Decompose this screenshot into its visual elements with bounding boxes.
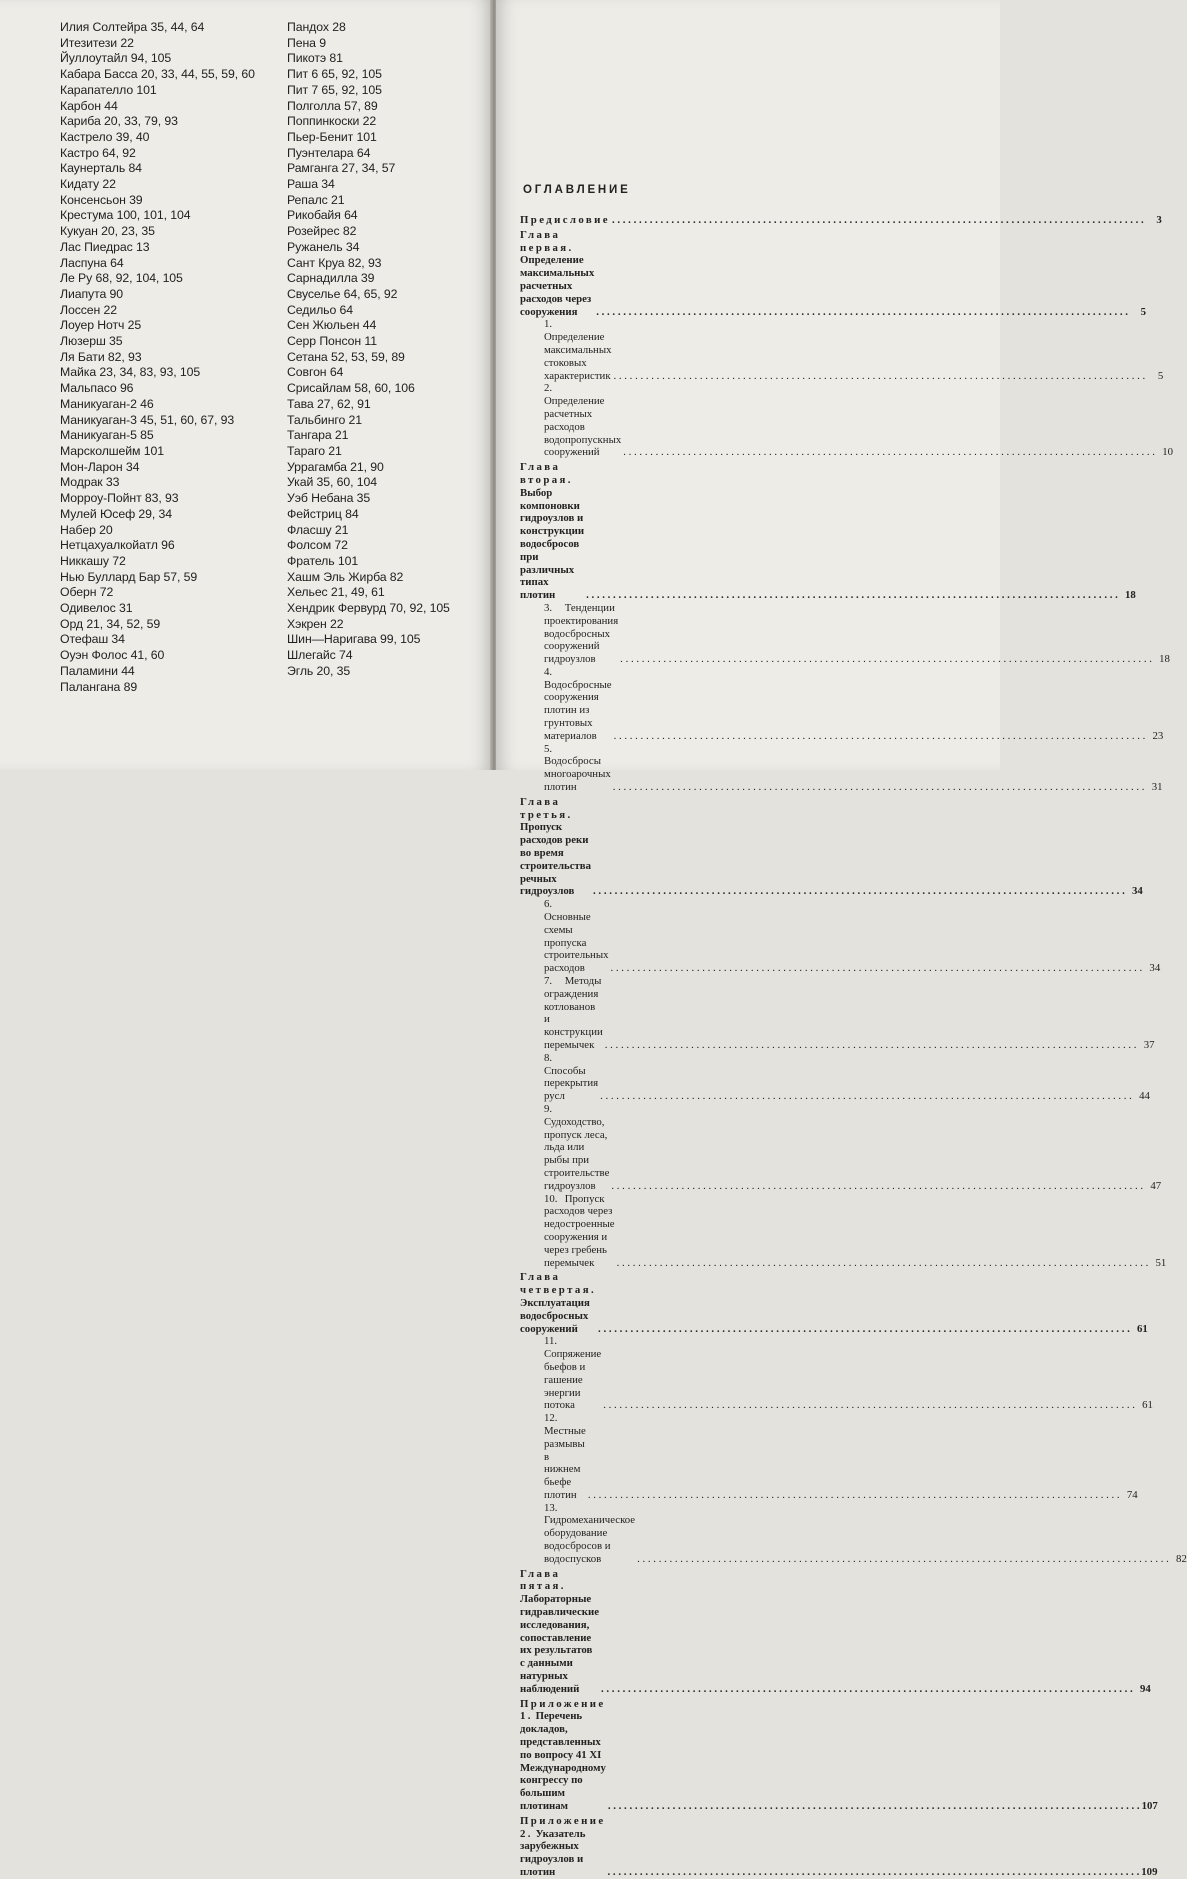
index-entry: Лоссен 22 xyxy=(60,302,118,317)
index-entry: Уррагамба 21, 90 xyxy=(287,459,384,474)
toc-section-number: 11. xyxy=(544,1335,558,1348)
right-page-contents xyxy=(496,0,1187,1878)
toc-leader-dots xyxy=(596,306,1128,319)
toc-section xyxy=(520,665,1164,743)
index-entry: Нетцахуалкойатл 96 xyxy=(60,538,175,553)
toc-section-number: 12. xyxy=(544,1412,558,1425)
toc-section xyxy=(520,1412,1138,1502)
toc-entry-title: Выбор компоновки гидроузлов и конструкции водосбросов при различных типах плотин xyxy=(520,486,585,602)
toc-section xyxy=(520,975,1155,1052)
toc-entry-title: Лабораторные гидравлические исследования, сопоставление их результатов с данными натурных наблюдений xyxy=(520,1593,599,1695)
index-entry: Ружанель 34 xyxy=(287,239,360,254)
index-entry: Ласпуна 64 xyxy=(60,255,124,270)
index-entry: Фласшу 21 xyxy=(287,522,349,537)
index-entry: Йуллоутайл 94, 105 xyxy=(60,51,172,66)
index-entry: Консенсьон 39 xyxy=(60,192,143,207)
toc-entry-title: Судоходство, пропуск леса, льда или рыбы при строительстве гидроузлов xyxy=(544,1115,610,1192)
toc-chapter-label: Предисловие xyxy=(520,214,610,226)
toc-section xyxy=(520,1102,1162,1193)
index-entry: Маникуаган-3 45, 51, 60, 67, 93 xyxy=(60,412,235,427)
index-entry: Маникуаган-2 46 xyxy=(60,396,154,411)
toc-entry-title: Пропуск расходов через недостроенные сооружения и через гребень перемычек xyxy=(544,1192,615,1269)
index-entry: Оуэн Фолос 41, 60 xyxy=(60,648,165,663)
toc-section-number: 7. xyxy=(544,975,553,988)
index-entry: Кариба 20, 33, 79, 93 xyxy=(60,114,178,129)
index-entry: Нью Буллард Бар 57, 59 xyxy=(60,569,198,584)
toc-entry-title: Пропуск расходов реки во время строительства речных гидроузлов xyxy=(520,821,592,898)
index-entry: Рикобайя 64 xyxy=(287,208,358,223)
index-entry: Пена 9 xyxy=(287,35,326,50)
index-entry: Мон-Ларон 34 xyxy=(60,459,140,474)
toc-entry-title: Гидромеханическое оборудование водосбросов и водоспусков xyxy=(544,1514,636,1565)
index-entry: Шин—Наригава 99, 105 xyxy=(287,632,421,647)
toc-page-number: 44 xyxy=(1139,1090,1150,1103)
toc-section-number: 6. xyxy=(544,898,553,911)
left-page-index xyxy=(0,0,492,770)
index-entry: Лас Пиедрас 13 xyxy=(60,239,150,254)
toc-leader-dots xyxy=(610,962,1142,975)
index-entry: Крестума 100, 101, 104 xyxy=(60,208,191,223)
index-entry: Ля Бати 82, 93 xyxy=(60,349,142,364)
toc-list xyxy=(520,214,1187,1879)
toc-section-number: 9. xyxy=(544,1102,553,1115)
index-entry: Никкашу 72 xyxy=(60,553,126,568)
toc-leader-dots xyxy=(617,1257,1149,1270)
toc-page-number: 109 xyxy=(1141,1866,1158,1878)
toc-page-number: 61 xyxy=(1142,1399,1153,1412)
index-entry: Марсколшейм 101 xyxy=(60,443,164,458)
index-entry: Палангана 89 xyxy=(60,679,138,694)
toc-section-number: 8. xyxy=(544,1051,553,1064)
toc-section-number: 3. xyxy=(544,601,553,614)
toc-section-number: 5. xyxy=(544,742,553,755)
index-entry: Лиапута 90 xyxy=(60,286,124,301)
toc-entry-title: Определение максимальных расчетных расходов через сооружения xyxy=(520,254,595,318)
index-entry: Каунерталь 84 xyxy=(60,161,142,176)
index-entry: Лоуер Нотч 25 xyxy=(60,318,142,333)
toc-leader-dots xyxy=(611,1180,1143,1193)
index-entry: Люзерш 35 xyxy=(60,334,123,349)
toc-page-number: 5 xyxy=(1157,369,1164,382)
toc-page-number: 47 xyxy=(1150,1179,1162,1192)
index-entry: Тава 27, 62, 91 xyxy=(287,396,371,411)
toc-leader-dots xyxy=(612,214,1144,227)
toc-chapter-label: Глава вторая. xyxy=(520,461,573,486)
index-entry: Пит 7 65, 92, 105 xyxy=(287,82,382,97)
toc-chapter xyxy=(520,228,1146,319)
toc-section xyxy=(520,898,1161,975)
toc-section xyxy=(520,1192,1167,1270)
toc-chapter-label: Глава четвертая. xyxy=(520,1271,597,1297)
index-entry: Сарнадилла 39 xyxy=(287,271,375,286)
index-entry: Кукуан 20, 23, 35 xyxy=(60,224,155,239)
toc-chapter-label: Приложение 1. xyxy=(520,1697,606,1723)
toc-entry-title: Водосбросные сооружения плотин из грунтовых материалов xyxy=(544,678,612,742)
index-entry: Рамганга 27, 34, 57 xyxy=(287,161,396,176)
toc-page-number: 23 xyxy=(1152,729,1164,742)
toc-chapter xyxy=(520,1697,1158,1813)
toc-section-number: 10. xyxy=(544,1192,558,1205)
index-entry: Пит 6 65, 92, 105 xyxy=(287,67,382,82)
toc-leader-dots xyxy=(601,1683,1133,1696)
toc-section-number: 2. xyxy=(544,382,553,395)
toc-entry-title: Местные размывы в нижнем бьефе плотин xyxy=(544,1424,586,1501)
index-entry: Пьер-Бенит 101 xyxy=(287,129,377,144)
index-entry: Маникуаган-5 85 xyxy=(60,428,154,443)
toc-page-number: 82 xyxy=(1176,1552,1187,1565)
index-entry: Укай 35, 60, 104 xyxy=(287,475,377,490)
toc-page-number: 18 xyxy=(1159,653,1170,666)
toc-chapter-label: Приложение 2. xyxy=(520,1814,606,1840)
index-entry: Срисайлам 58, 60, 106 xyxy=(287,381,415,396)
index-entry: Майка 23, 34, 83, 93, 105 xyxy=(60,365,201,380)
toc-leader-dots xyxy=(605,1039,1137,1052)
toc-chapter xyxy=(520,1567,1151,1696)
index-entry: Эгль 20, 35 xyxy=(287,663,351,678)
index-entry: Свуселье 64, 65, 92 xyxy=(287,286,398,301)
toc-page-number: 18 xyxy=(1125,589,1136,602)
toc-title: ОГЛАВЛЕНИЕ xyxy=(523,184,631,196)
toc-leader-dots xyxy=(614,730,1146,743)
toc-page-number: 37 xyxy=(1143,1039,1155,1051)
index-entry: Полголла 57, 89 xyxy=(287,98,378,113)
toc-entry-title: Водосбросы многоарочных плотин xyxy=(544,755,611,794)
index-entry: Сетана 52, 53, 59, 89 xyxy=(287,349,405,364)
toc-leader-dots xyxy=(603,1399,1135,1412)
index-entry: Мулей Юсеф 29, 34 xyxy=(60,506,172,521)
index-entry: Ле Ру 68, 92, 104, 105 xyxy=(60,271,183,286)
index-column-2 xyxy=(287,20,502,680)
index-entry: Тараго 21 xyxy=(287,443,342,458)
index-entry: Кастрело 39, 40 xyxy=(60,129,150,144)
toc-page-number: 34 xyxy=(1149,962,1161,975)
toc-entry-title: Перечень докладов, представленных по вопросу 41 XI Международному конгрессу по большим плотинам xyxy=(520,1710,606,1813)
toc-page-number: 107 xyxy=(1141,1800,1158,1813)
toc-page-number: 34 xyxy=(1131,885,1143,898)
toc-section xyxy=(520,742,1163,794)
toc-leader-dots xyxy=(608,1800,1140,1813)
toc-section-number: 1. xyxy=(544,318,553,331)
index-entry: Пикотэ 81 xyxy=(287,51,343,66)
index-entry: Тальбинго 21 xyxy=(287,412,363,427)
toc-page-number: 61 xyxy=(1137,1322,1148,1335)
toc-page-number: 94 xyxy=(1139,1682,1151,1695)
index-entry: Тангара 21 xyxy=(287,428,349,443)
toc-entry-title: Основные схемы пропуска строительных расходов xyxy=(544,911,609,975)
index-entry: Розейрес 82 xyxy=(287,224,357,239)
toc-chapter xyxy=(520,214,1162,227)
index-entry: Набер 20 xyxy=(60,522,113,537)
toc-entry-title: Тенденции проектирования водосбросных сооружений гидроузлов xyxy=(544,601,619,666)
index-entry: Отефаш 34 xyxy=(60,632,125,647)
toc-entry-title: Указатель зарубежных гидроузлов и плотин xyxy=(520,1827,586,1878)
index-entry: Фейстриц 84 xyxy=(287,506,359,521)
index-entry: Пандох 28 xyxy=(287,20,346,34)
toc-entry-title: Определение расчетных расходов водопропускных сооружений xyxy=(544,395,622,459)
toc-chapter xyxy=(520,1271,1148,1335)
index-entry: Пуэнтелара 64 xyxy=(287,145,371,160)
toc-leader-dots xyxy=(608,1866,1140,1879)
index-entry: Морроу-Пойнт 83, 93 xyxy=(60,491,179,506)
index-entry: Орд 21, 34, 52, 59 xyxy=(60,616,161,631)
toc-chapter xyxy=(520,1814,1158,1879)
toc-leader-dots xyxy=(613,781,1145,794)
toc-leader-dots xyxy=(593,885,1125,898)
index-entry: Сант Круа 82, 93 xyxy=(287,255,382,270)
toc-page-number: 5 xyxy=(1140,305,1146,318)
toc-entry-title: Сопряжение бьефов и гашение энергии потока xyxy=(544,1348,602,1412)
toc-page-number: 31 xyxy=(1151,781,1163,794)
toc-entry-title: Эксплуатация водосбросных сооружений xyxy=(520,1296,590,1335)
toc-chapter-label: Глава третья. xyxy=(520,795,573,821)
index-entry: Раша 34 xyxy=(287,177,335,192)
toc-leader-dots xyxy=(600,1090,1132,1103)
index-entry: Уэб Небана 35 xyxy=(287,491,371,506)
index-entry: Илия Солтейра 35, 44, 64 xyxy=(60,20,205,34)
toc-section-number: 13. xyxy=(544,1501,558,1514)
toc-section xyxy=(520,1051,1150,1103)
toc-section-number: 4. xyxy=(544,665,553,678)
index-entry: Кастро 64, 92 xyxy=(60,145,136,160)
toc-leader-dots xyxy=(637,1553,1169,1566)
toc-section xyxy=(520,318,1164,382)
index-entry: Фратель 101 xyxy=(287,553,359,568)
index-entry: Мальпасо 96 xyxy=(60,381,134,396)
index-entry: Оберн 72 xyxy=(60,585,114,600)
table-of-contents xyxy=(520,184,1187,1879)
toc-chapter xyxy=(520,795,1143,898)
index-entry: Одивелос 31 xyxy=(60,601,133,616)
index-entry: Седильо 64 xyxy=(287,302,354,317)
toc-section xyxy=(520,1501,1187,1566)
index-entry: Репалс 21 xyxy=(287,192,345,207)
toc-leader-dots xyxy=(598,1323,1130,1336)
toc-entry-title: Способы перекрытия русл xyxy=(544,1064,599,1103)
index-entry: Шлегайс 74 xyxy=(287,648,353,663)
index-entry: Хельес 21, 49, 61 xyxy=(287,585,385,600)
toc-entry-title: Методы ограждения котлованов и конструкции перемычек xyxy=(544,975,603,1051)
index-entry: Кабара Басса 20, 33, 44, 55, 59, 60 xyxy=(60,67,255,82)
toc-section xyxy=(520,1335,1153,1412)
index-entry: Фолсом 72 xyxy=(287,538,348,553)
toc-leader-dots xyxy=(613,370,1145,383)
toc-page-number: 74 xyxy=(1126,1488,1138,1501)
index-entry: Серр Понсон 11 xyxy=(287,334,377,349)
index-entry: Модрак 33 xyxy=(60,475,120,490)
index-entry: Совгон 64 xyxy=(287,365,344,380)
toc-page-number: 51 xyxy=(1155,1256,1167,1269)
toc-leader-dots xyxy=(586,589,1118,602)
index-entry: Сен Жюльен 44 xyxy=(287,318,377,333)
toc-leader-dots xyxy=(620,653,1152,666)
toc-chapter-label: Глава первая. xyxy=(520,228,574,254)
index-entry: Хендрик Фервурд 70, 92, 105 xyxy=(287,601,450,616)
index-entry: Кидату 22 xyxy=(60,177,116,192)
index-entry: Карапателло 101 xyxy=(60,82,157,97)
index-entry: Хэкрен 22 xyxy=(287,616,344,631)
toc-leader-dots xyxy=(623,446,1155,459)
toc-leader-dots xyxy=(588,1489,1120,1502)
toc-section xyxy=(520,382,1173,459)
index-entry: Карбон 44 xyxy=(60,98,118,113)
toc-section xyxy=(520,601,1170,666)
index-entry: Поппинкоски 22 xyxy=(287,114,377,129)
index-entry: Паламини 44 xyxy=(60,663,135,678)
toc-page-number: 10 xyxy=(1162,446,1173,459)
index-entry: Хашм Эль Жирба 82 xyxy=(287,569,404,584)
toc-entry-title: Определение максимальных стоковых характеристик xyxy=(544,331,612,382)
index-entry: Итезитези 22 xyxy=(60,35,134,50)
toc-page-number: 3 xyxy=(1156,214,1162,226)
toc-chapter-label: Глава пятая. xyxy=(520,1567,566,1593)
toc-chapter xyxy=(520,461,1136,602)
index-column-1 xyxy=(60,20,275,695)
